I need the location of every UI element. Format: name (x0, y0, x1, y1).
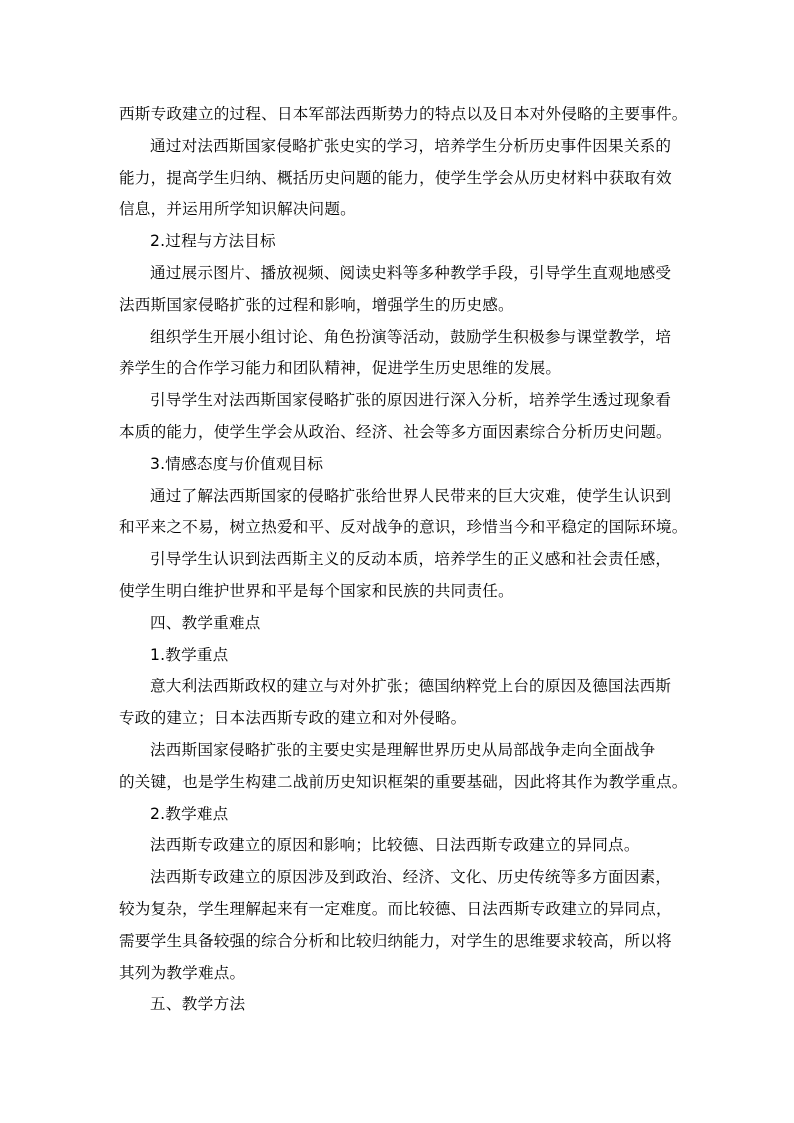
section-heading: 3.情感态度与价值观目标 (150, 454, 324, 473)
paragraph-line: 使学生明白维护世界和平是每个国家和民族的共同责任。 (119, 581, 514, 600)
subsection-heading: 1.教学重点 (150, 645, 229, 664)
paragraph-line: 和平来之不易，树立热爱和平、反对战争的意识，珍惜当今和平稳定的国际环境。 (119, 518, 688, 537)
paragraph-line: 西斯专政建立的过程、日本军部法西斯势力的特点以及日本对外侵略的主要事件。 (119, 105, 688, 123)
paragraph-line: 能力，提高学生归纳、概括历史问题的能力，使学生学会从历史材料中获取有效 (119, 168, 672, 187)
paragraph-line: 引导学生对法西斯国家侵略扩张的原因进行深入分析，培养学生透过现象看 (150, 391, 672, 410)
paragraph-line: 引导学生认识到法西斯主义的反动本质，培养学生的正义感和社会责任感， (150, 550, 672, 569)
paragraph-line: 专政的建立；日本法西斯专政的建立和对外侵略。 (119, 709, 467, 728)
paragraph-line: 法西斯专政建立的原因和影响；比较德、日法西斯专政建立的异同点。 (150, 836, 640, 855)
paragraph-line: 需要学生具备较强的综合分析和比较归纳能力，对学生的思维要求较高，所以将 (119, 931, 672, 950)
document-body (119, 99, 688, 1021)
section-heading: 四、教学重难点 (150, 613, 261, 632)
paragraph-line: 的关键，也是学生构建二战前历史知识框架的重要基础，因此将其作为教学重点。 (119, 772, 688, 791)
paragraph-line: 较为复杂，学生理解起来有一定难度。而比较德、日法西斯专政建立的异同点， (119, 899, 672, 918)
paragraph-line: 组织学生开展小组讨论、角色扮演等活动，鼓励学生积极参与课堂教学，培 (150, 327, 672, 346)
section-heading: 2.过程与方法目标 (150, 232, 276, 251)
paragraph-line: 其列为教学难点。 (119, 963, 246, 982)
paragraph-line: 法西斯专政建立的原因涉及到政治、经济、文化、历史传统等多方面因素， (150, 868, 672, 887)
paragraph-line: 通过对法西斯国家侵略扩张史实的学习，培养学生分析历史事件因果关系的 (150, 136, 672, 155)
paragraph-line: 法西斯国家侵略扩张的过程和影响，增强学生的历史感。 (119, 295, 514, 314)
paragraph-line: 意大利法西斯政权的建立与对外扩张；德国纳粹党上台的原因及德国法西斯 (150, 677, 672, 696)
subsection-heading: 2.教学难点 (150, 804, 229, 823)
paragraph-line: 养学生的合作学习能力和团队精神，促进学生历史思维的发展。 (119, 359, 562, 378)
paragraph-line: 通过了解法西斯国家的侵略扩张给世界人民带来的巨大灾难，使学生认识到 (150, 486, 672, 505)
paragraph-line: 法西斯国家侵略扩张的主要史实是理解世界历史从局部战争走向全面战争 (150, 740, 656, 759)
section-heading: 五、教学方法 (150, 995, 246, 1014)
paragraph-line: 信息，并运用所学知识解决问题。 (119, 200, 356, 219)
paragraph-line: 本质的能力，使学生学会从政治、经济、社会等多方面因素综合分析历史问题。 (119, 422, 672, 441)
paragraph-line: 通过展示图片、播放视频、阅读史料等多种教学手段，引导学生直观地感受 (150, 263, 672, 282)
